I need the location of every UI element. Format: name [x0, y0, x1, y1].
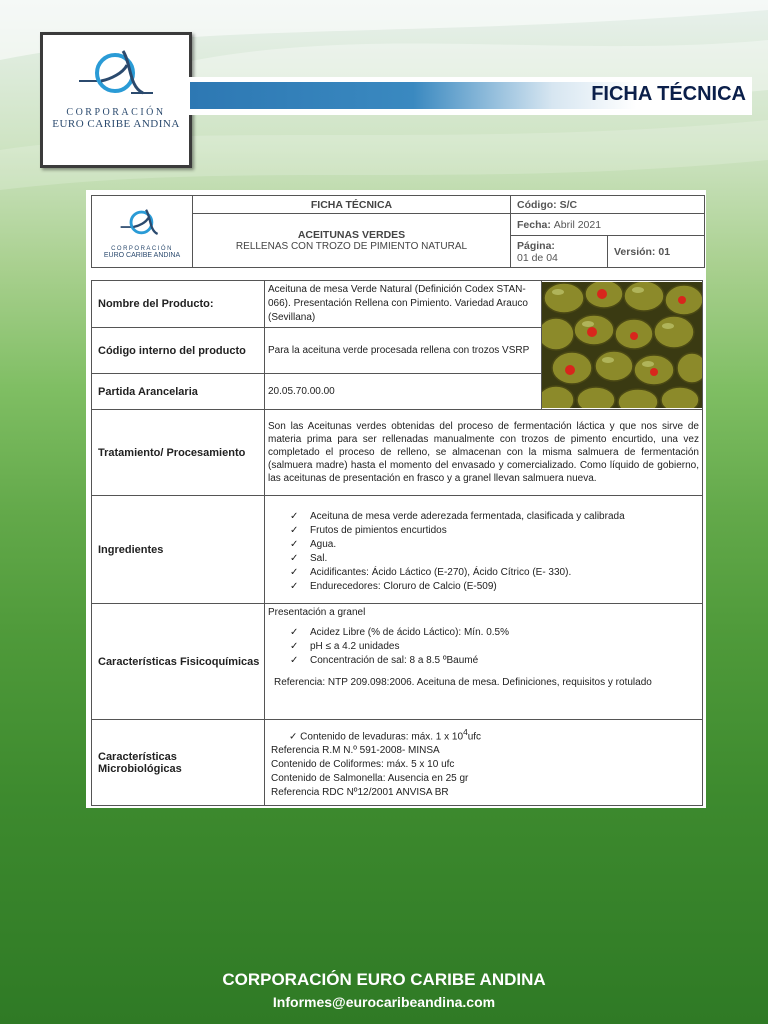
list-item: [290, 566, 699, 580]
row-label-fisico: Características Fisicoquímicas: [92, 604, 265, 720]
spec-sheet: [86, 190, 706, 808]
product-title-cell: [193, 214, 511, 268]
sheet-logo-name: EURO CARIBE ANDINA: [103, 251, 181, 259]
checkmark-icon: ✓: [289, 731, 298, 743]
sheet-logo: [92, 196, 193, 268]
checkmark-icon: ✓: [290, 552, 299, 564]
version-label: Versión:: [614, 245, 656, 258]
doc-type: FICHA TÉCNICA: [193, 196, 511, 214]
fisico-text: Acidez Libre (% de ácido Láctico): Mín. 0.5%: [310, 627, 509, 638]
list-item: [290, 552, 699, 566]
table-row: [92, 410, 703, 496]
ingredient-text: Agua.: [310, 538, 337, 550]
row-label-micro: Características Microbiológicas: [92, 720, 265, 806]
row-value-partida: 20.05.70.00.00: [265, 374, 542, 410]
row-label-nombre: Nombre del Producto:: [92, 281, 265, 328]
table-row: [92, 720, 703, 806]
list-item: [290, 510, 699, 524]
row-label-codigo: Código interno del producto: [92, 328, 265, 374]
brand-logo: [40, 32, 192, 168]
brand-logo-icon: [71, 43, 161, 105]
product-title: ACEITUNAS VERDES: [297, 229, 406, 241]
page-title-bar: [186, 77, 752, 115]
date-cell: [511, 214, 705, 236]
micro-line: Contenido de Salmonella: Ausencia en 25 gr: [271, 773, 469, 785]
page-cell: [511, 236, 608, 268]
brand-name: EURO CARIBE ANDINA: [52, 118, 180, 130]
table-row: [92, 604, 703, 720]
micro-line: Referencia RDC Nº12/2001 ANVISA BR: [271, 787, 449, 799]
footer-email[interactable]: Informes@eurocaribeandina.com: [272, 994, 496, 1010]
list-item: [290, 654, 699, 668]
checkmark-icon: ✓: [290, 655, 299, 666]
ingredients-cell: [265, 496, 703, 604]
brand-logo-icon: [116, 205, 168, 241]
micro-item-suffix: ufc: [467, 731, 482, 743]
code-cell: [511, 196, 705, 214]
fisico-cell: [265, 604, 703, 720]
olives-photo: [542, 281, 703, 410]
micro-item-exp: 4: [463, 726, 468, 737]
date-label: Fecha:: [517, 218, 551, 231]
row-label-ingredientes: Ingredientes: [92, 496, 265, 604]
olives-photo-image: [542, 282, 702, 408]
list-item: [290, 626, 699, 640]
micro-item: [271, 725, 699, 744]
checkmark-icon: ✓: [290, 510, 299, 522]
ingredient-text: Sal.: [310, 552, 328, 564]
spec-table: [91, 280, 703, 806]
brand-corp-label: CORPORACIÓN: [66, 107, 166, 118]
fisico-list: [268, 626, 699, 668]
micro-item-prefix: Contenido de levaduras: máx. 1 x 10: [300, 731, 464, 743]
table-row: [92, 496, 703, 604]
checkmark-icon: ✓: [290, 538, 299, 550]
ingredient-text: Aceituna de mesa verde aderezada fermentada, clasificada y calibrada: [310, 510, 625, 522]
page-title: FICHA TÉCNICA: [591, 83, 746, 105]
version-cell: [608, 236, 705, 268]
sheet-logo-corp: CORPORACIÓN: [111, 245, 173, 252]
fisico-text: pH ≤ a 4.2 unidades: [310, 641, 400, 652]
fisico-reference: Referencia: NTP 209.098:2006. Aceituna de mesa. Definiciones, requisitos y rotulado: [274, 677, 652, 688]
footer-company: CORPORACIÓN EURO CARIBE ANDINA: [222, 970, 546, 989]
checkmark-icon: ✓: [290, 524, 299, 536]
code-value: S/C: [559, 198, 578, 211]
ingredient-text: Endurecedores: Cloruro de Calcio (E-509): [310, 580, 497, 592]
version-value: 01: [658, 245, 671, 258]
checkmark-icon: ✓: [290, 641, 299, 652]
checkmark-icon: ✓: [290, 580, 299, 592]
page-label: Página:: [517, 239, 555, 252]
date-value: Abril 2021: [553, 218, 602, 231]
ingredient-text: Acidificantes: Ácido Láctico (E-270), Ácido Cítrico (E- 330).: [310, 566, 572, 578]
code-label: Código:: [517, 198, 557, 211]
ingredient-text: Frutos de pimientos encurtidos: [310, 524, 447, 536]
row-value-codigo: Para la aceituna verde procesada rellena con trozos VSRP: [265, 328, 542, 374]
micro-line: Referencia R.M N.º 591-2008- MINSA: [271, 745, 440, 757]
list-item: [290, 524, 699, 538]
list-item: [290, 580, 699, 594]
list-item: [290, 640, 699, 654]
page-value: 01 de 04: [517, 251, 558, 264]
row-value-tratamiento: Son las Aceitunas verdes obtenidas del proceso de fermentación láctica y que nos sirve de materia prima para ser rellenadas manualmente con trozos de pimento encurtido, una vez completado el proceso de relleno, se almacenan con la misma salmuera de fermentación (salmuera madre) hasta el momento del envasado y comercializado. Como líquido de gobierno, las aceitunas de presentación en frasco y a granel llevan salmuera nueva.: [265, 410, 703, 496]
ingredients-list: [268, 510, 699, 594]
product-subtitle: RELLENAS CON TROZO DE PIMIENTO NATURAL: [235, 241, 468, 252]
list-item: [290, 538, 699, 552]
sheet-header: [91, 195, 705, 268]
fisico-intro: Presentación a granel: [268, 607, 366, 618]
row-value-nombre: Aceituna de mesa Verde Natural (Definición Codex STAN- 066). Presentación Rellena con Pimiento. Variedad Arauco (Sevillana): [265, 281, 542, 328]
table-row: [92, 281, 703, 328]
fisico-text: Concentración de sal: 8 a 8.5 ºBaumé: [310, 655, 479, 666]
row-label-tratamiento: Tratamiento/ Procesamiento: [92, 410, 265, 496]
micro-line: Contenido de Coliformes: máx. 5 x 10 ufc: [271, 759, 455, 771]
row-label-partida: Partida Arancelaria: [92, 374, 265, 410]
checkmark-icon: ✓: [290, 566, 299, 578]
micro-cell: [265, 720, 703, 806]
checkmark-icon: ✓: [290, 627, 299, 638]
